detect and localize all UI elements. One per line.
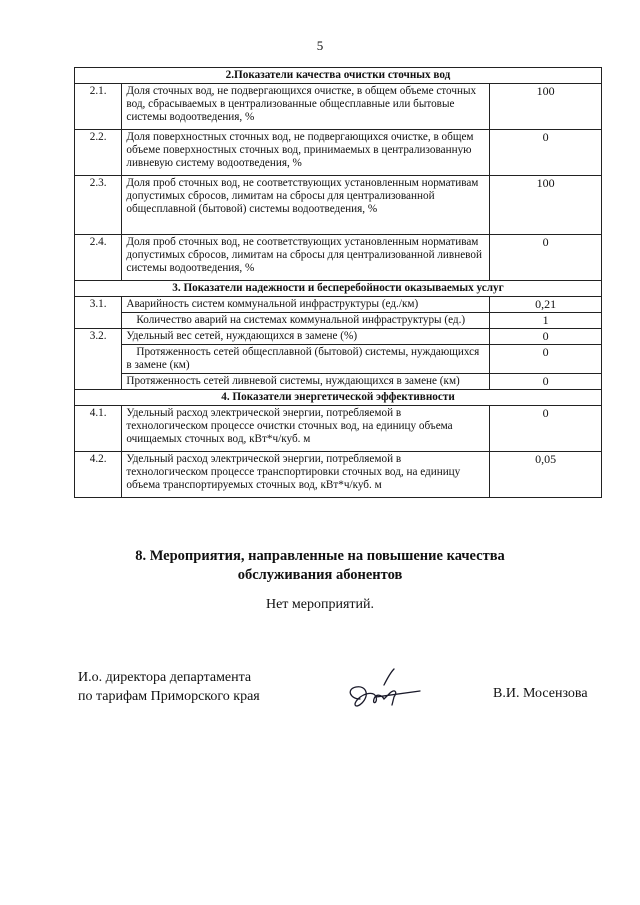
row-value: 0,05 xyxy=(490,452,602,498)
table-row xyxy=(75,345,602,374)
table-row xyxy=(75,297,602,313)
table-row xyxy=(75,452,602,498)
row-value: 0 xyxy=(490,345,602,374)
row-number: 2.4. xyxy=(75,235,122,281)
row-description: Удельный вес сетей, нуждающихся в замене (%) xyxy=(122,329,490,345)
row-number: 3.1. xyxy=(75,297,122,329)
table-row xyxy=(75,130,602,176)
row-description: Удельный расход электрической энергии, потребляемой в технологическом процессе очистки сточных вод, на единицу объема очищаемых сточных вод, кВт*ч/куб. м xyxy=(122,406,490,452)
section8-heading xyxy=(0,547,640,585)
row-description: Доля сточных вод, не подвергающихся очистке, в общем объеме сточных вод, сбрасываемых в централизованные общесплавные или бытовые системы водоотведения, % xyxy=(122,84,490,130)
row-number: 2.3. xyxy=(75,176,122,235)
section3-title: 3. Показатели надежности и бесперебойности оказываемых услуг xyxy=(75,281,602,297)
handwritten-signature xyxy=(332,665,424,717)
section-header-row xyxy=(75,390,602,406)
row-value: 0 xyxy=(490,406,602,452)
row-description: Протяженность сетей ливневой системы, нуждающихся в замене (км) xyxy=(122,374,490,390)
table-row xyxy=(75,176,602,235)
row-number: 2.1. xyxy=(75,84,122,130)
section4-title: 4. Показатели энергетической эффективности xyxy=(75,390,602,406)
row-value: 1 xyxy=(490,313,602,329)
page-number: 5 xyxy=(316,38,324,53)
row-description: Аварийность систем коммунальной инфраструктуры (ед./км) xyxy=(122,297,490,313)
row-value: 100 xyxy=(490,176,602,235)
row-number: 3.2. xyxy=(75,329,122,390)
row-number: 4.1. xyxy=(75,406,122,452)
row-description: Доля проб сточных вод, не соответствующих установленным нормативам допустимых сбросов, лимитам на сбросы для централизованной ливневой системы водоотведения, % xyxy=(122,235,490,281)
table-row xyxy=(75,329,602,345)
row-value: 0 xyxy=(490,374,602,390)
table-row xyxy=(75,406,602,452)
signatory-name: В.И. Мосензова xyxy=(493,686,588,701)
table-row xyxy=(75,84,602,130)
row-description: Удельный расход электрической энергии, потребляемой в технологическом процессе транспортировки сточных вод, на единицу объема транспортируемых сточных вод, кВт*ч/куб. м xyxy=(122,452,490,498)
section-header-row xyxy=(75,68,602,84)
section-header-row xyxy=(75,281,602,297)
row-number: 4.2. xyxy=(75,452,122,498)
row-description: Протяженность сетей общесплавной (бытовой) системы, нуждающихся в замене (км) xyxy=(126,346,480,371)
indicators-table xyxy=(74,67,602,498)
row-value: 0,21 xyxy=(490,297,602,313)
no-measures-text: Нет мероприятий. xyxy=(265,597,375,612)
row-value: 0 xyxy=(490,329,602,345)
row-value: 100 xyxy=(490,84,602,130)
row-description: Доля проб сточных вод, не соответствующих установленным нормативам допустимых сбросов, лимитам на сбросы для централизованной общесплавной (бытовой) системы водоотведения, % xyxy=(122,176,490,235)
signatory-title xyxy=(78,668,260,706)
table-row xyxy=(75,374,602,390)
section8-heading-line2: обслуживания абонентов xyxy=(237,567,403,583)
table-row xyxy=(75,313,602,329)
signatory-title-line2: по тарифам Приморского края xyxy=(78,689,260,704)
row-value: 0 xyxy=(490,235,602,281)
signatory-title-line1: И.о. директора департамента xyxy=(78,670,252,685)
section2-title: 2.Показатели качества очистки сточных вод xyxy=(75,68,602,84)
row-number: 2.2. xyxy=(75,130,122,176)
table-row xyxy=(75,235,602,281)
section8-heading-line1: 8. Мероприятия, направленные на повышение качества xyxy=(135,548,505,564)
row-description: Доля поверхностных сточных вод, не подвергающихся очистке, в общем объеме поверхностных сточных вод, принимаемых в централизованную ливневую систему водоотведения, % xyxy=(122,130,490,176)
row-description: Количество аварий на системах коммунальной инфраструктуры (ед.) xyxy=(136,314,466,326)
row-value: 0 xyxy=(490,130,602,176)
